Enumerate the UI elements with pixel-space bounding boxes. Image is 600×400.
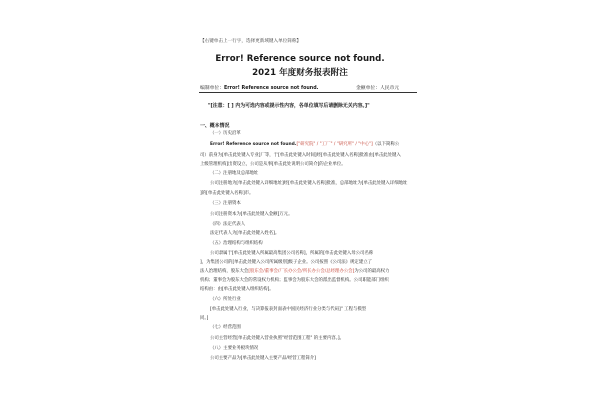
report-title-line2: 2021 年度财务报表附注 bbox=[252, 68, 348, 78]
scope-line: 公司主营经营[单击此处键入营业执照"经营范围工程" 的主要内容。]。 bbox=[210, 336, 344, 341]
governance-line-3 bbox=[200, 268, 389, 274]
history-line-3: 上级管理机构]出资设立，公司是从事[单击此处说明公司简介]的企业单位。 bbox=[200, 162, 346, 167]
instruction-note: "[注意：[ ] 内为可选内容或提示性内容，各单位填写后请删除无关内容。]" bbox=[208, 103, 370, 109]
currency-unit: 金额单位：人民币元 bbox=[356, 86, 400, 91]
history-line-1-rest: （以下简称公 bbox=[372, 142, 400, 147]
header-hint: 【右键单击上一行字，选择更新域键入单位简称】 bbox=[200, 39, 302, 44]
history-company-name: Error! Reference source not found. bbox=[210, 142, 297, 147]
prepared-by-label: 编制单位： bbox=[200, 86, 224, 91]
register-heading: （二）注册地及总部地址 bbox=[210, 171, 259, 176]
register-line-1: 公司注册地为[单击此处键入详细地址]经[单击此处键入名称]批准，总部地址为[单击此处键入详细地址 bbox=[210, 181, 408, 186]
history-heading: （一）历史沿革 bbox=[210, 131, 241, 136]
legal-rep-heading: （四）法定代表人 bbox=[210, 222, 246, 227]
governance-heading: （五）治理结构与组织结构 bbox=[210, 241, 263, 246]
header-divider bbox=[199, 92, 417, 93]
capital-heading: （三）注册资本 bbox=[210, 201, 241, 206]
legal-rep-line: 法定代表人为[单击此处键入姓名]。 bbox=[210, 231, 280, 236]
history-line-1 bbox=[210, 141, 399, 147]
business-line: 公司主要产品为[单击此处键入主要产品/经营工程简介] bbox=[210, 356, 316, 361]
governance-line-2: ]，为集团公司的[单击此处键入公司所属级别]级子企业。公司按照《公司法》规定建立了 bbox=[200, 260, 372, 265]
industry-heading: （六）所处行业 bbox=[210, 297, 241, 302]
governance-body-options: [股东会/董事会/厂长办公会/所长办公会/总经理办公会] bbox=[248, 269, 355, 274]
prepared-by-value: Error! Reference source not found. bbox=[224, 86, 319, 91]
history-line-2: 司）前身为[单击此处键入专业]厂等，于[单击此处键入时间]经[单击此处键入名称]批准由[单击此处键入 bbox=[200, 153, 401, 158]
capital-line: 公司注册资本为[单击此处键入金额]万元。 bbox=[210, 212, 293, 217]
governance-line-4: 机构；董事会为股东大会的常设权力机构；监事会为股东大会的派出监督机构。公司职能部门组织 bbox=[200, 278, 389, 283]
history-entity-type: ["研究院" / "工厂" / "研究所" / "中心"] bbox=[296, 142, 373, 147]
report-title-line1: Error! Reference source not found. bbox=[215, 54, 385, 64]
governance-line-3b: 为公司的最高权力 bbox=[354, 269, 390, 274]
industry-line-2: 同。] bbox=[200, 316, 209, 321]
governance-line-1: 公司隶属于[单击此处键入所属最高集团公司名称]，所属的[单击此处键入母公司名称 bbox=[210, 251, 374, 256]
section-1-title: 一、概本情况 bbox=[200, 123, 230, 129]
business-heading: （八）主要业务板块情况 bbox=[210, 346, 259, 351]
register-line-2: ]的[单击此处键入名称]市。 bbox=[200, 191, 254, 196]
prepared-by bbox=[200, 84, 318, 91]
scope-heading: （七）经营范围 bbox=[210, 325, 241, 330]
governance-line-5: 结构由：由[单击此处键入组织结构]。 bbox=[200, 287, 274, 292]
industry-line-1: [单击此处键入行业，与决算报表封面表中国民经济行业分类与代码]" 工程与模型 bbox=[210, 307, 367, 312]
governance-line-3a: 法人治理结构，股东大会 bbox=[200, 269, 249, 274]
